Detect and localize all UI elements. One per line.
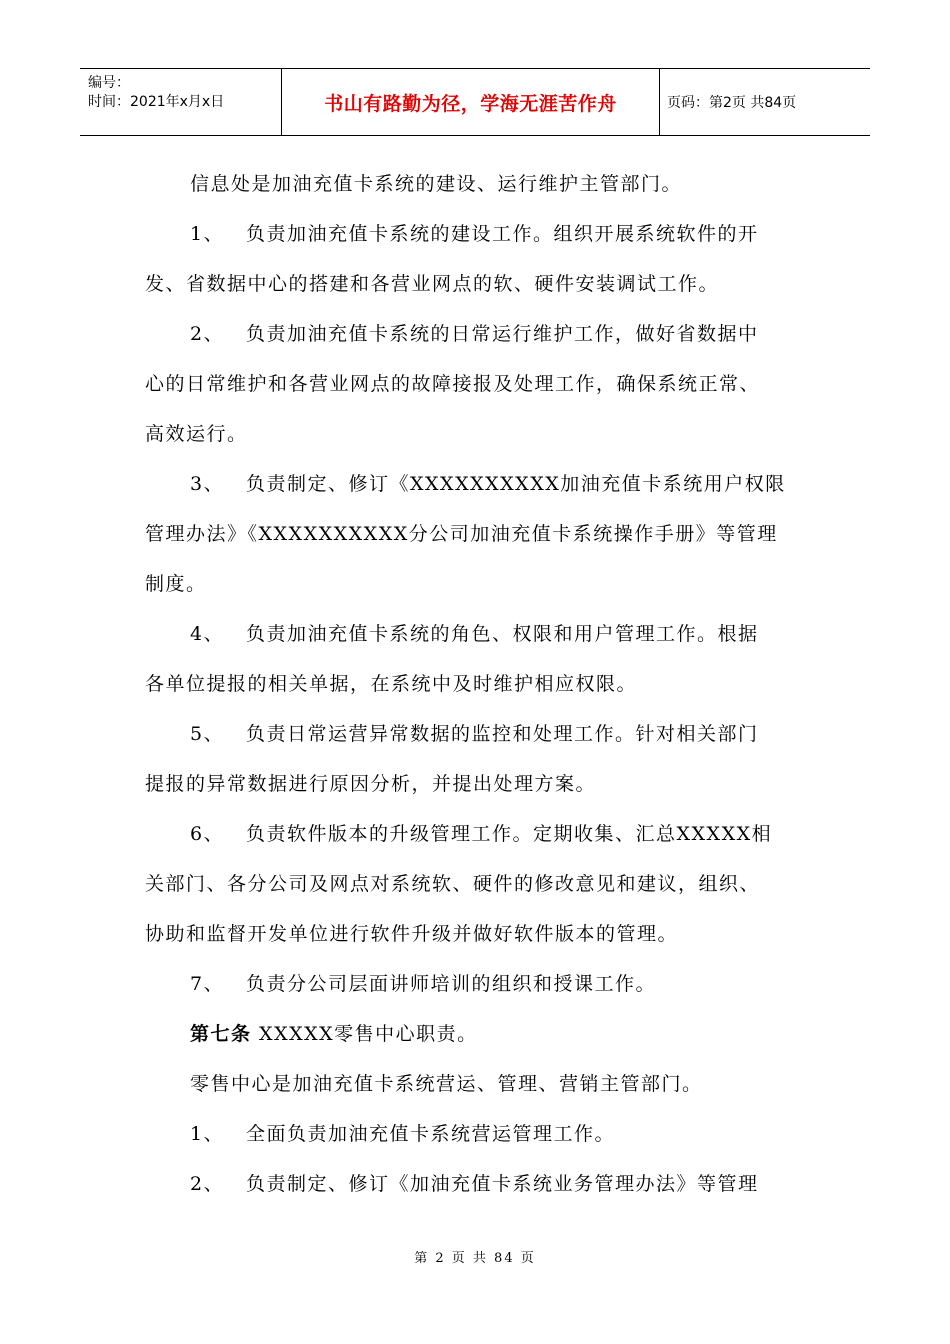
header-motto: 书山有路勤为径，学海无涯苦作舟 xyxy=(282,69,660,135)
page-footer: 第 2 页 共 84 页 xyxy=(414,1251,536,1266)
item-4-line-1: 4、 负责加油充值卡系统的角色、权限和用户管理工作。根据 xyxy=(190,620,759,648)
retail-item-1-line-1: 1、 全面负责加油充值卡系统营运管理工作。 xyxy=(190,1120,615,1148)
item-5-line-1: 5、 负责日常运营异常数据的监控和处理工作。针对相关部门 xyxy=(190,720,759,748)
document-date-label: 时间：2021年x月x日 xyxy=(88,94,225,110)
item-5-line-2: 提报的异常数据进行原因分析，并提出处理方案。 xyxy=(145,773,597,795)
retail-intro-paragraph: 零售中心是加油充值卡系统营运、管理、营销主管部门。 xyxy=(190,1073,703,1095)
intro-paragraph: 信息处是加油充值卡系统的建设、运行维护主管部门。 xyxy=(190,173,683,195)
item-2-line-3: 高效运行。 xyxy=(145,423,248,445)
article-heading xyxy=(190,1020,478,1048)
document-code-label: 编号： xyxy=(88,75,130,91)
item-1-line-2: 发、省数据中心的搭建和各营业网点的软、硬件安装调试工作。 xyxy=(145,273,720,295)
article-number: 第七条 xyxy=(190,1023,252,1045)
item-2-line-2: 心的日常维护和各营业网点的故障接报及处理工作，确保系统正常、 xyxy=(145,373,761,395)
item-6-line-3: 协助和监督开发单位进行软件升级并做好软件版本的管理。 xyxy=(145,923,679,945)
page-header xyxy=(80,68,870,136)
item-2-number: 2、 xyxy=(190,323,225,345)
item-4-number: 4、 xyxy=(190,623,225,645)
header-page-number: 页码：第2页 共84页 xyxy=(667,95,797,111)
retail-item-2-line-1: 2、 负责制定、修订《加油充值卡系统业务管理办法》等管理 xyxy=(190,1170,759,1198)
item-3-line-1: 3、 负责制定、修订《XXXXXXXXXX加油充值卡系统用户权限 xyxy=(190,470,786,498)
item-3-line-3: 制度。 xyxy=(145,573,207,595)
item-5-number: 5、 xyxy=(190,723,225,745)
item-1-line-1: 1、 负责加油充值卡系统的建设工作。组织开展系统软件的开 xyxy=(190,220,759,248)
item-7-number: 7、 xyxy=(190,973,225,995)
item-6-line-2: 关部门、各分公司及网点对系统软、硬件的修改意见和建议，组织、 xyxy=(145,873,761,895)
article-title: XXXXX零售中心职责。 xyxy=(251,1023,478,1045)
item-7-line-1: 7、 负责分公司层面讲师培训的组织和授课工作。 xyxy=(190,970,656,998)
header-meta-cell xyxy=(80,69,282,135)
item-4-line-2: 各单位提报的相关单据，在系统中及时维护相应权限。 xyxy=(145,673,638,695)
item-3-line-2: 管理办法》《XXXXXXXXXX分公司加油充值卡系统操作手册》等管理 xyxy=(145,523,778,545)
item-2-line-1: 2、 负责加油充值卡系统的日常运行维护工作，做好省数据中 xyxy=(190,320,759,348)
item-3-number: 3、 xyxy=(190,473,225,495)
item-1-number: 1、 xyxy=(190,223,225,245)
item-6-line-1: 6、 负责软件版本的升级管理工作。定期收集、汇总XXXXX相 xyxy=(190,820,772,848)
retail-item-2-number: 2、 xyxy=(190,1173,225,1195)
retail-item-1-number: 1、 xyxy=(190,1123,225,1145)
item-6-number: 6、 xyxy=(190,823,225,845)
